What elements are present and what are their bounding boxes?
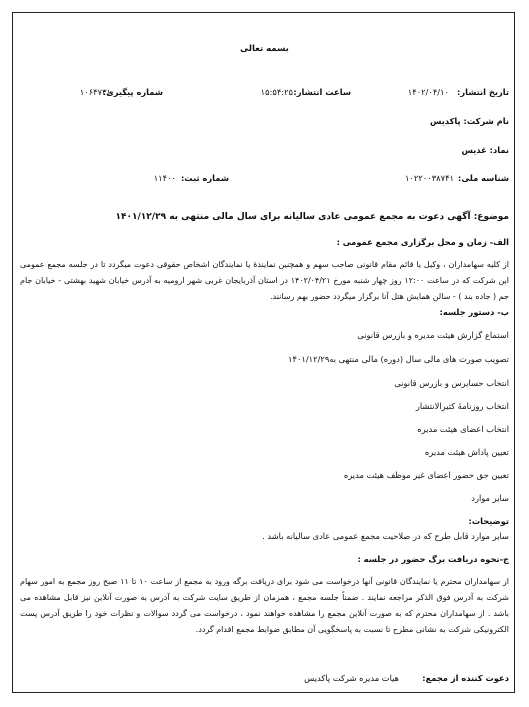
agenda-item: سایر موارد: [471, 493, 509, 503]
national-id-label: شناسه ملی:: [458, 173, 509, 183]
publish-time-label: ساعت انتشار:: [293, 87, 351, 97]
agenda-item: انتخاب حسابرس و بازرس قانونی: [394, 378, 509, 388]
ticker-symbol: نماد: غدیس: [461, 145, 509, 155]
inviter-value: هیات مدیره شرکت پاکدیس: [304, 673, 399, 683]
publish-time-value: ۱۵:۵۴:۲۵: [260, 87, 293, 97]
agenda-item: انتخاب روزنامۀ کثیرالانتشار: [415, 401, 509, 411]
national-id-value: ۱۰۲۲۰۰۳۸۷۴۱: [404, 173, 454, 183]
tracking-number-label: شماره پیگیری:: [102, 87, 163, 97]
publish-date-value: ۱۴۰۲/۰۴/۱۰: [407, 87, 449, 97]
company-name: نام شرکت: پاکدیس: [429, 116, 509, 126]
tracking-number-value: ۱۰۶۴۷۳۱: [79, 87, 111, 97]
bismillah: بسمه تعالی: [240, 44, 289, 54]
section-c-text: از سهامداران محترم یا نمایندگان قانونی آنها درخواست می شود برای دریافت برگه ورود به مجمع از ساعت ۱۰ تا ۱۱ صبح روز مجمع به امور سهام شرکت به آدرس فوق الذکر مراجعه نمایند . ضمناً جلسه مجمع ، همزمان از طریق سایت شرکت به آدرس به صورت آنلاین نیز قابل مشاهده می باشد . از سهامداران محترم که به صورت آنلاین مجمع را مشاهده خواهند نمود ، درخواست می گردد سوالات و نظرات خود را طریق آدرس پست الکترونیکی شرکت به نشانی مطرح تا نسبت به پاسخگویی آن مطابق ضوابط مجمع اقدام گردد.: [20, 577, 510, 634]
subject: موضوع: آگهی دعوت به مجمع عمومی عادی سالیانه برای سال مالی منتهی به ۱۴۰۱/۱۲/۲۹: [115, 212, 509, 222]
section-b-title: ب- دستور جلسه:: [439, 307, 509, 317]
explanations-text: سایر موارد قابل طرح که در صلاحیت مجمع عمومی عادی سالیانه باشد .: [262, 531, 509, 541]
section-a-title: الف- زمان و محل برگزاری مجمع عمومی :: [336, 237, 509, 247]
section-c-title: ج-نحوه دریافت برگ حضور در جلسه :: [357, 554, 509, 564]
publish-date-label: تاریخ انتشار:: [457, 87, 509, 97]
registration-number-value: ۱۱۴۰۰: [153, 173, 176, 183]
agenda-item: تصویب صورت های مالی سال (دوره) مالی منتهی به۱۴۰۱/۱۲/۲۹: [288, 354, 509, 364]
agenda-item: استماع گزارش هیئت مدیره و بازرس قانونی: [357, 330, 509, 340]
agenda-item: تعیین حق حضور اعضای غیر موظف هیئت مدیره: [343, 470, 509, 480]
section-a-text: از کلیه سهامداران ، وکیل یا قائم مقام قانونی صاحب سهم و همچنین نمایندۀ یا نمایندگان اشخاص حقوقی دعوت میگردد تا در جلسه مجمع عمومی این شرکت که در ساعت ۱۲:۰۰ روز چهار شنبه مورخ ۱۴۰۲/۰۴/۲۱ در استان آذربایجان غربی شهر ارومیه به آدرس خیابان شهید بهشتی - خیابان جام جم ( جاده بند ) - سالن همایش هتل آنا برگزار میگردد حضور بهم رسانند.: [20, 260, 510, 301]
agenda-item: انتخاب اعضای هیئت مدیره: [417, 424, 509, 434]
inviter-label: دعوت کننده از مجمع:: [422, 673, 509, 683]
registration-number-label: شماره ثبت:: [180, 173, 229, 183]
agenda-item: تعیین پاداش هیئت مدیره: [424, 447, 509, 457]
explanations-title: توضیحات:: [468, 516, 509, 526]
